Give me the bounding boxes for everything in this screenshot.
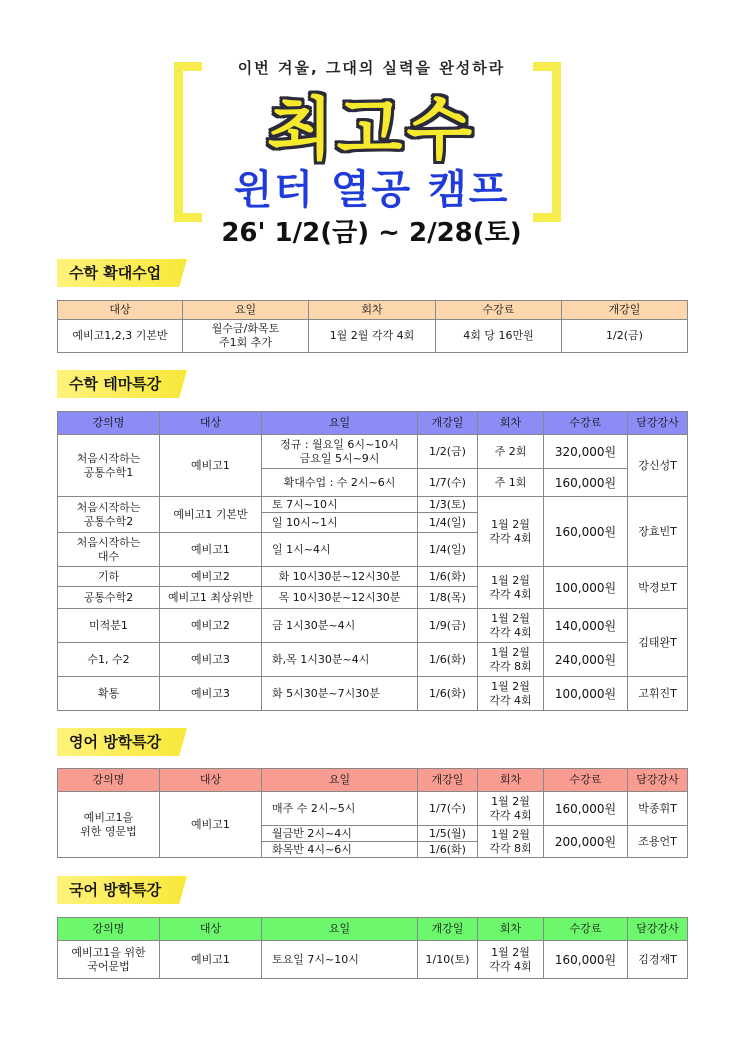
cell: 160,000원 (544, 941, 628, 979)
cell: 1/4(일) (418, 533, 478, 567)
header-cell: 담강강사 (628, 769, 688, 792)
cell: 일 1시~4시 (262, 533, 418, 567)
cell: 1/7(수) (418, 792, 478, 826)
cell: 처음시작하는 공통수학2 (58, 497, 160, 533)
cell: 기하 (58, 567, 160, 587)
cell: 일 10시~1시 (262, 513, 418, 533)
header-cell: 담강강사 (628, 918, 688, 941)
cell: 320,000원 (544, 435, 628, 469)
cell: 토요일 7시~10시 (262, 941, 418, 979)
cell: 1/9(금) (418, 609, 478, 643)
table-row (58, 567, 688, 587)
hero-dates: 26' 1/2(금) ~ 2/28(토) (221, 218, 522, 248)
cell: 매주 수 2시~5시 (262, 792, 418, 826)
cell: 김태완T (628, 609, 688, 677)
cell: 강신성T (628, 435, 688, 497)
cell: 1/3(토) (418, 497, 478, 513)
cell: 1/7(수) (418, 469, 478, 497)
hero-camp-name: 윈터 열공 캠프 (233, 167, 510, 213)
cell: 월수금/화목토 주1회 추가 (183, 320, 309, 353)
cell: 예비고1을 위한 국어문법 (58, 941, 160, 979)
math-expanded-table (57, 300, 688, 353)
cell: 100,000원 (544, 677, 628, 711)
cell: 240,000원 (544, 643, 628, 677)
hero-title: 최고수 (266, 91, 477, 170)
header-cell: 수강료 (544, 918, 628, 941)
cell: 1월 2월 각각 4회 (478, 567, 544, 609)
cell: 1/2(금) (562, 320, 688, 353)
cell: 100,000원 (544, 567, 628, 609)
cell: 1/4(일) (418, 513, 478, 533)
table-row (58, 435, 688, 469)
cell: 처음시작하는 대수 (58, 533, 160, 567)
cell: 금 1시30분~4시 (262, 609, 418, 643)
english-table (57, 768, 688, 858)
table-header-row (58, 412, 688, 435)
cell: 예비고1 기본반 (160, 497, 262, 533)
cell: 1/6(화) (418, 842, 478, 858)
cell: 1/6(화) (418, 567, 478, 587)
cell: 수1, 수2 (58, 643, 160, 677)
cell: 예비고1 (160, 941, 262, 979)
cell: 화,목 1시30분~4시 (262, 643, 418, 677)
header-cell: 개강일 (562, 301, 688, 320)
hero-banner (0, 0, 743, 260)
cell: 140,000원 (544, 609, 628, 643)
header-cell: 개강일 (418, 918, 478, 941)
cell: 1/2(금) (418, 435, 478, 469)
cell: 160,000원 (544, 469, 628, 497)
cell: 예비고2 (160, 567, 262, 587)
table-row (58, 497, 688, 513)
cell: 토 7시~10시 (262, 497, 418, 513)
header-cell: 개강일 (418, 769, 478, 792)
table-header-row (58, 769, 688, 792)
header-cell: 회차 (478, 769, 544, 792)
cell: 주 1회 (478, 469, 544, 497)
korean-table (57, 917, 688, 979)
cell: 화목반 4시~6시 (262, 842, 418, 858)
header-cell: 요일 (262, 769, 418, 792)
cell: 예비고1,2,3 기본반 (58, 320, 183, 353)
cell: 공통수학2 (58, 587, 160, 609)
cell: 박경보T (628, 567, 688, 609)
cell: 고휘진T (628, 677, 688, 711)
cell: 1월 2월 각각 4회 (309, 320, 436, 353)
table-row (58, 677, 688, 711)
header-cell: 요일 (262, 918, 418, 941)
header-cell: 수강료 (436, 301, 562, 320)
header-cell: 강의명 (58, 918, 160, 941)
cell: 월금반 2시~4시 (262, 826, 418, 842)
table-row (58, 792, 688, 826)
header-cell: 강의명 (58, 412, 160, 435)
cell: 처음시작하는 공통수학1 (58, 435, 160, 497)
cell: 장효빈T (628, 497, 688, 567)
table-header-row (58, 918, 688, 941)
header-cell: 회차 (478, 412, 544, 435)
cell: 160,000원 (544, 792, 628, 826)
cell: 예비고3 (160, 677, 262, 711)
cell: 목 10시30분~12시30분 (262, 587, 418, 609)
cell: 예비고1 (160, 792, 262, 858)
cell: 화 5시30분~7시30분 (262, 677, 418, 711)
cell: 김경재T (628, 941, 688, 979)
header-cell: 요일 (183, 301, 309, 320)
section-heading-math-theme: 수학 테마특강 (57, 370, 161, 398)
cell: 1월 2월 각각 4회 (478, 497, 544, 567)
section-heading-math-expanded: 수학 확대수업 (57, 259, 161, 287)
cell: 예비고1 최상위반 (160, 587, 262, 609)
table-row (58, 643, 688, 677)
header-cell: 요일 (262, 412, 418, 435)
cell: 1/10(토) (418, 941, 478, 979)
header-cell: 대상 (160, 412, 262, 435)
cell: 예비고1을 위한 영문법 (58, 792, 160, 858)
cell: 주 2회 (478, 435, 544, 469)
header-cell: 개강일 (418, 412, 478, 435)
cell: 1월 2월 각각 4회 (478, 677, 544, 711)
cell: 1/5(월) (418, 826, 478, 842)
header-cell: 대상 (58, 301, 183, 320)
cell: 정규 : 월요일 6시~10시 금요일 5시~9시 (262, 435, 418, 469)
header-cell: 수강료 (544, 412, 628, 435)
cell: 1/6(화) (418, 677, 478, 711)
cell: 예비고1 (160, 435, 262, 497)
section-heading-english: 영어 방학특강 (57, 728, 161, 756)
table-row (58, 609, 688, 643)
cell: 1월 2월 각각 8회 (478, 826, 544, 858)
cell: 화 10시30분~12시30분 (262, 567, 418, 587)
header-cell: 대상 (160, 918, 262, 941)
cell: 1월 2월 각각 4회 (478, 941, 544, 979)
cell: 조용언T (628, 826, 688, 858)
cell: 4회 당 16만원 (436, 320, 562, 353)
header-cell: 강의명 (58, 769, 160, 792)
header-cell: 회차 (309, 301, 436, 320)
section-heading-korean: 국어 방학특강 (57, 876, 161, 904)
table-header-row (58, 301, 688, 320)
cell: 1월 2월 각각 4회 (478, 792, 544, 826)
header-cell: 회차 (478, 918, 544, 941)
header-cell: 담강강사 (628, 412, 688, 435)
cell: 예비고1 (160, 533, 262, 567)
cell: 미적분1 (58, 609, 160, 643)
table-row (58, 941, 688, 979)
cell: 박종휘T (628, 792, 688, 826)
header-cell: 수강료 (544, 769, 628, 792)
cell: 확통 (58, 677, 160, 711)
cell: 확대수업 : 수 2시~6시 (262, 469, 418, 497)
cell: 1월 2월 각각 8회 (478, 643, 544, 677)
table-row (58, 320, 688, 353)
cell: 200,000원 (544, 826, 628, 858)
cell: 1월 2월 각각 4회 (478, 609, 544, 643)
cell: 1/6(화) (418, 643, 478, 677)
hero-subtitle: 이번 겨울, 그대의 실력을 완성하라 (237, 59, 506, 77)
cell: 예비고3 (160, 643, 262, 677)
math-theme-table (57, 411, 688, 711)
cell: 1/8(목) (418, 587, 478, 609)
header-cell: 대상 (160, 769, 262, 792)
cell: 160,000원 (544, 497, 628, 567)
cell: 예비고2 (160, 609, 262, 643)
